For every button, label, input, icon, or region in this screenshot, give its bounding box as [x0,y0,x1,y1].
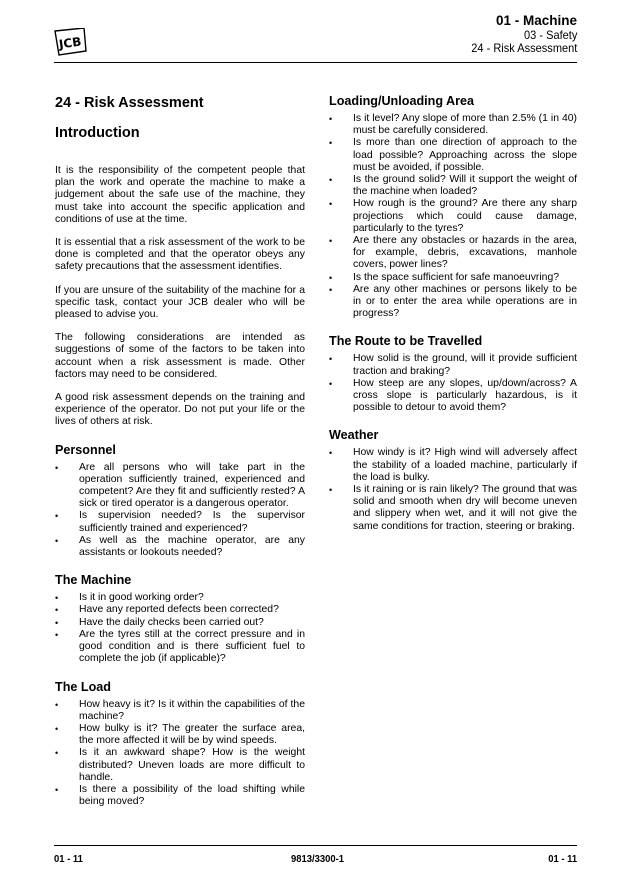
list-item: • How rough is the ground? Are there any sharp projections which could cause damage, particularly to the tyres? [329,198,577,235]
list-item: • Is the space sufficient for safe manoeuvring? [329,272,577,284]
list-item: • Is more than one direction of approach to the load possible? Approaching across the slope must be avoided, if possible. [329,137,577,174]
footer-doc-number: 9813/3300-1 [290,853,345,865]
load-heading: The Load [55,679,111,694]
list-item: • Are the tyres still at the correct pressure and in good condition and is there sufficient fuel to complete the job (if applicable)? [55,629,305,666]
loading-area-list [329,113,577,320]
header-section: 03 - Safety [523,28,577,42]
list-item: • Is it level? Any slope of more than 2.5% (1 in 40) must be carefully considered. [329,113,577,137]
page-header [462,12,577,55]
right-column [329,94,577,547]
list-item: • Is there a possibility of the load shifting while being moved? [55,784,305,808]
intro-paragraph: It is essential that a risk assessment of the work to be done is completed and that the operator obeys any safety precautions that the assessment identifies. [55,237,305,273]
jcb-logo-icon [53,28,87,56]
footer-page-right: 01 - 11 [548,853,577,865]
jcb-logo [53,28,87,56]
list-item: • How windy is it? High wind will adversely affect the stability of a loaded machine, particularly if the load is bulky. [329,447,577,484]
footer-divider [54,845,577,846]
machine-heading: The Machine [55,573,132,588]
list-item: • Are any other machines or persons likely to be in or to enter the area while operations are in progress? [329,284,577,321]
header-chapter: 01 - Machine [495,13,577,28]
personnel-list [55,462,305,560]
weather-list [329,447,577,532]
list-item: • Are all persons who will take part in the operation sufficiently trained, experienced and competent? Are they fit and sufficiently rested? A sick or tired operator is a dangerous operator. [55,462,305,511]
list-item: • Is supervision needed? Is the supervisor sufficiently trained and experienced? [55,510,305,534]
list-item: • Are there any obstacles or hazards in the area, for example, debris, excavations, manhole covers, power lines? [329,235,577,272]
personnel-heading: Personnel [55,442,116,457]
footer-page-left: 01 - 11 [54,853,83,865]
page-title: 24 - Risk Assessment [55,95,204,111]
weather-heading: Weather [329,428,379,443]
introduction-heading: Introduction [55,125,140,141]
header-subsection: 24 - Risk Assessment [470,41,577,55]
intro-paragraph: If you are unsure of the suitability of the machine for a specific task, contact your JCB dealer who will be pleased to advise you. [55,284,305,321]
loading-area-heading: Loading/Unloading Area [329,94,475,108]
route-heading: The Route to be Travelled [329,334,483,349]
list-item: • How heavy is it? Is it within the capabilities of the machine? [55,699,305,723]
left-column [55,94,305,822]
list-item: • Is it in good working order? [55,592,305,604]
list-item: • How bulky is it? The greater the surface area, the more affected it will be by wind speeds. [55,723,305,747]
list-item: • Have any reported defects been corrected? [55,604,305,616]
list-item: • How solid is the ground, will it provide sufficient traction and braking? [329,353,577,377]
list-item: • Is the ground solid? Will it support the weight of the machine when loaded? [329,174,577,198]
list-item: • As well as the machine operator, are any assistants or lookouts needed? [55,535,305,559]
route-list [329,353,577,414]
intro-paragraph: The following considerations are intended as suggestions of some of the factors to be taken into account when a risk assessment is made. Other factors may need to be considered. [55,332,305,380]
machine-list [55,592,305,665]
list-item: • How steep are any slopes, up/down/across? A cross slope is particularly hazardous, is it possible to detour to avoid them? [329,378,577,415]
list-item: • Is it an awkward shape? How is the weight distributed? Uneven loads are more difficult to handle. [55,747,305,784]
list-item: • Is it raining or is rain likely? The ground that was solid and smooth when dry will become uneven and slippery when wet, and it will not give the same conditions for traction, steering or braking. [329,484,577,533]
header-divider [54,62,577,63]
intro-paragraph: A good risk assessment depends on the training and experience of the operator. Do not put your life or the lives of others at risk. [55,392,305,428]
load-list [55,699,305,809]
svg-text:JCB: JCB [58,34,83,52]
intro-paragraph: It is the responsibility of the competent people that plan the work and operate the machine to make a judgement about the safe use of the machine, they must take into account the specific application and conditions of use at the time. [55,165,305,225]
list-item: • Have the daily checks been carried out? [55,617,305,629]
